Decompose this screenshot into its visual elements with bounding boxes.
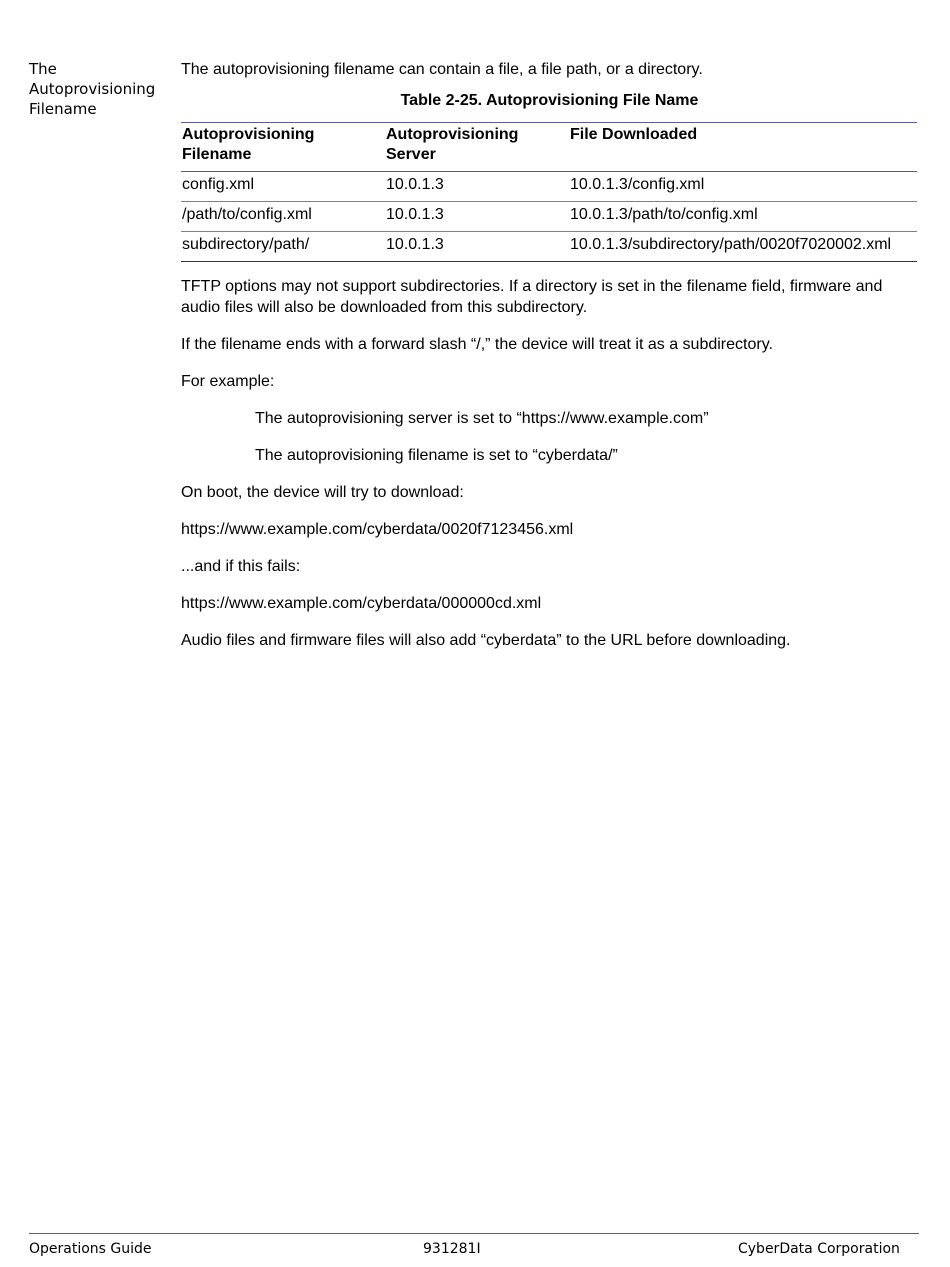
header-file-downloaded: File Downloaded <box>569 123 917 172</box>
table-header-row <box>181 123 917 172</box>
cell-server: 10.0.1.3 <box>385 232 569 262</box>
cell-filename: config.xml <box>181 172 385 202</box>
cell-filename: subdirectory/path/ <box>181 232 385 262</box>
cell-file-downloaded: 10.0.1.3/path/to/config.xml <box>569 202 917 232</box>
autoprovisioning-table <box>181 122 917 262</box>
cell-server: 10.0.1.3 <box>385 172 569 202</box>
footer-company: CyberData Corporation <box>738 1241 900 1257</box>
server-example: The autoprovisioning server is set to “https://www.example.com” <box>255 410 709 427</box>
filename-example: The autoprovisioning filename is set to “cyberdata/” <box>255 447 618 464</box>
header-server: Autoprovisioning Server <box>385 123 569 172</box>
example-label: For example: <box>181 373 275 390</box>
table-row <box>181 202 917 232</box>
footer-document-number: 931281I <box>423 1241 481 1257</box>
footer-divider <box>29 1233 919 1234</box>
cell-file-downloaded: 10.0.1.3/config.xml <box>569 172 917 202</box>
url-fallback: https://www.example.com/cyberdata/000000cd.xml <box>181 595 542 612</box>
cell-file-downloaded: 10.0.1.3/subdirectory/path/0020f7020002.xml <box>569 232 917 262</box>
table-row <box>181 172 917 202</box>
slash-paragraph: If the filename ends with a forward slash “/,” the device will treat it as a subdirectory. <box>181 336 773 353</box>
on-boot-paragraph: On boot, the device will try to download: <box>181 484 464 501</box>
intro-paragraph: The autoprovisioning filename can contain a file, a file path, or a directory. <box>181 61 703 78</box>
main-content <box>181 59 918 651</box>
header-filename: Autoprovisioning Filename <box>181 123 385 172</box>
table-caption: Table 2-25. Autoprovisioning File Name <box>400 92 699 109</box>
audio-paragraph: Audio files and firmware files will also add “cyberdata” to the URL before downloading. <box>181 632 791 649</box>
section-side-heading: The Autoprovisioning Filename <box>29 60 156 118</box>
cell-filename: /path/to/config.xml <box>181 202 385 232</box>
url-primary: https://www.example.com/cyberdata/0020f7123456.xml <box>181 521 574 538</box>
table-row <box>181 232 917 262</box>
fails-paragraph: ...and if this fails: <box>181 558 301 575</box>
footer-guide-title: Operations Guide <box>29 1241 152 1257</box>
cell-server: 10.0.1.3 <box>385 202 569 232</box>
tftp-paragraph: TFTP options may not support subdirectories. If a directory is set in the filename field, firmware and audio files will also be downloaded from this subdirectory. <box>181 278 883 316</box>
